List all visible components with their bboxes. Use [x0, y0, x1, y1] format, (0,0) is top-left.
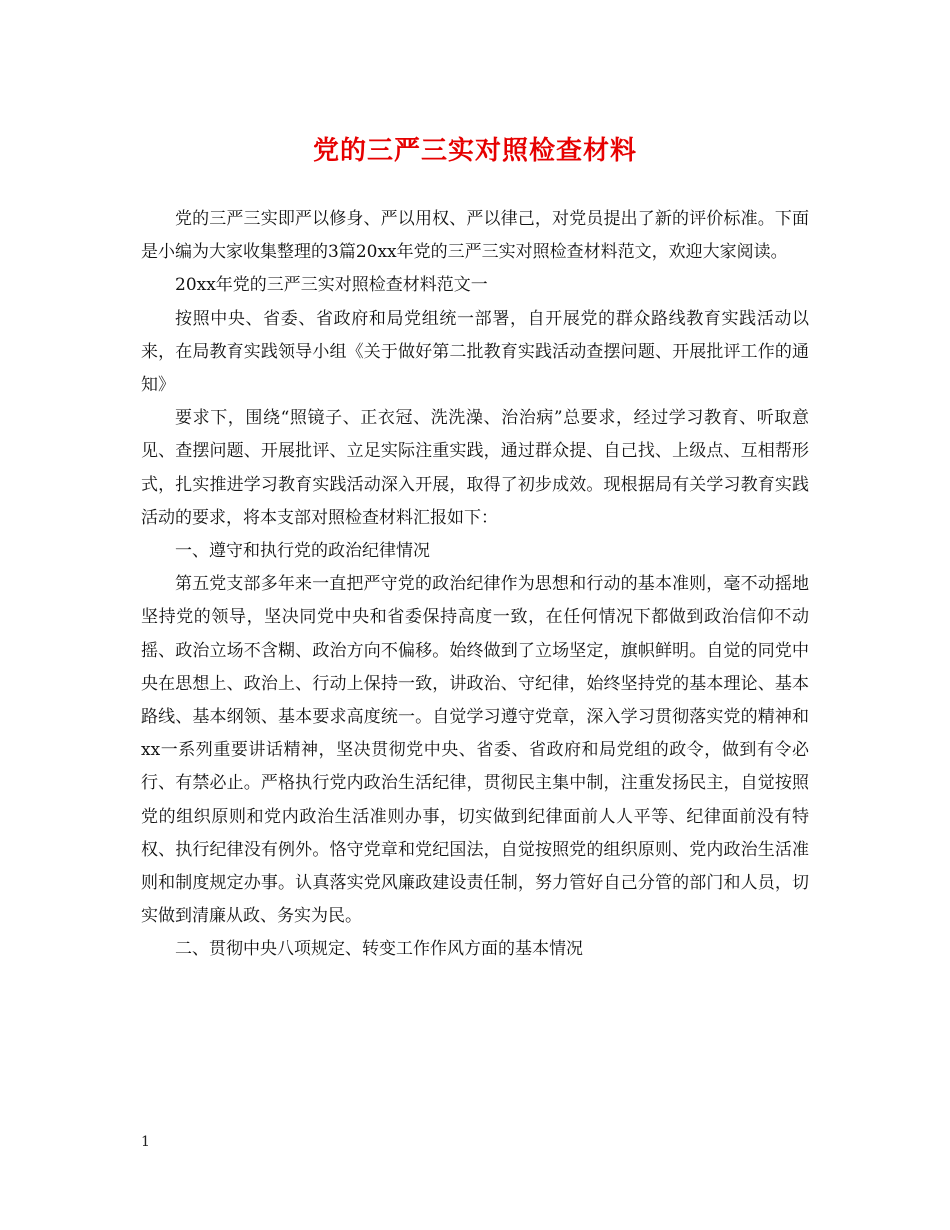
document-body — [141, 203, 809, 967]
body-paragraph: 第五党支部多年来一直把严守党的政治纪律作为思想和行动的基本准则，毫不动摇地坚持党的领导，坚决同党中央和省委保持高度一致，在任何情况下都做到政治信仰不动摇、政治立场不含糊、政治方向不偏移。始终做到了立场坚定，旗帜鲜明。自觉的同党中央在思想上、政治上、行动上保持一致，讲政治、守纪律，始终坚持党的基本理论、基本路线、基本纲领、基本要求高度统一。自觉学习遵守党章，深入学习贯彻落实党的精神和xx一系列重要讲话精神，坚决贯彻党中央、省委、省政府和局党组的政令，做到有令必行、有禁必止。严格执行党内政治生活纪律，贯彻民主集中制，注重发扬民主，自觉按照党的组织原则和党内政治生活准则办事，切实做到纪律面前人人平等、纪律面前没有特权、执行纪律没有例外。恪守党章和党纪国法，自觉按照党的组织原则、党内政治生活准则和制度规定办事。认真落实党风廉政建设责任制，努力管好自己分管的部门和人员，切实做到清廉从政、务实为民。 — [141, 574, 809, 927]
document-title: 党的三严三实对照检查材料 — [312, 136, 637, 166]
body-paragraph: 要求下，围绕“照镜子、正衣冠、洗洗澡、治治病”总要求，经过学习教育、听取意见、查摆问题、开展批评、立足实际注重实践，通过群众提、自己找、上级点、互相帮形式，扎实推进学习教育实践活动深入开展，取得了初步成效。现根据局有关学习教育实践活动的要求，将本支部对照检查材料汇报如下： — [141, 408, 809, 528]
sample-heading: 20xx年党的三严三实对照检查材料范文一 — [175, 275, 488, 296]
body-paragraph: 按照中央、省委、省政府和局党组统一部署，自开展党的群众路线教育实践活动以来，在局教育实践领导小组《关于做好第二批教育实践活动查摆问题、开展批评工作的通知》 — [141, 308, 809, 396]
page-number: 1 — [141, 1134, 150, 1150]
intro-paragraph: 党的三严三实即严以修身、严以用权、严以律己，对党员提出了新的评价标准。下面是小编为大家收集整理的3篇20xx年党的三严三实对照检查材料范文，欢迎大家阅读。 — [141, 209, 809, 263]
section-heading: 一、遵守和执行党的政治纪律情况 — [175, 541, 430, 562]
section-heading: 二、贯彻中央八项规定、转变工作作风方面的基本情况 — [175, 939, 583, 960]
